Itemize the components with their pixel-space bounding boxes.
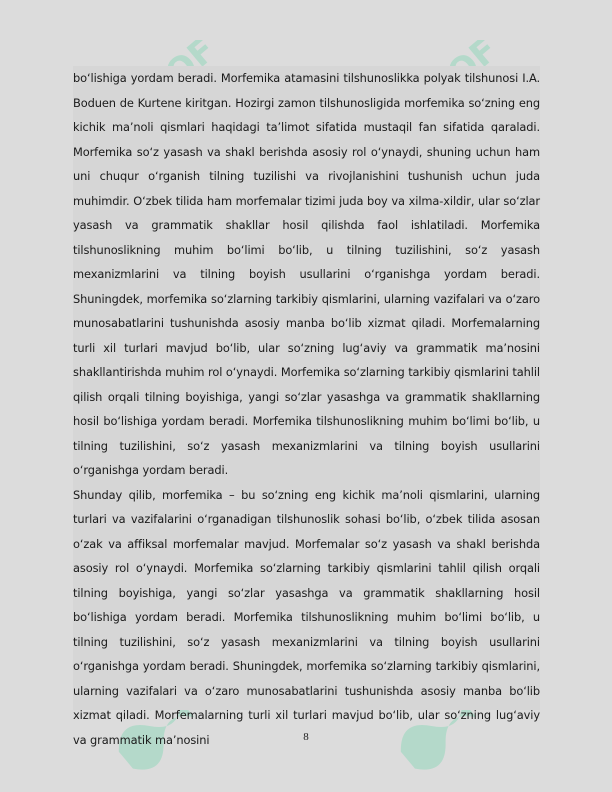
document-body: [73, 66, 540, 747]
body-paragraph: Shunday qilib, morfemika – bu so‘zning eng kichik ma’noli qismlarini, ularning turlari va vazifalarini o‘rganadigan tilshunoslik sohasi bo‘lib, o‘zbek tilida asosan o‘zak va affiksal morfemalar mavjud. Morfemalar so‘z yasash va shakl berishda asosiy rol o‘ynaydi. Morfemika so‘zlarning tarkibiy qismlarini tahlil qilish orqali tilning boyishiga, yangi so‘zlar yasashga va grammatik shakllarning hosil bo‘lishiga yordam beradi. Morfemika tilshunoslikning muhim bo‘limi bo‘lib, u tilning tuzilishini, so‘z yasash mexanizmlarini va tilning boyish usullarini o‘rganishga yordam beradi. Shuningdek, morfemika so‘zlarning tarkibiy qismlarini, ularning vazifalari va o‘zaro munosabatlarini tushunishda asosiy manba bo‘lib xizmat qiladi. Morfemalarning turli xil turlari mavjud bo‘lib, ular so‘zning lug‘aviy va grammatik ma’nosini: [73, 487, 540, 747]
page-number: 8: [303, 731, 309, 743]
body-paragraph: bo‘lishiga yordam beradi. Morfemika atamasini tilshunoslikka polyak tilshunosi I.A. Boduen de Kurtene kiritgan. Hozirgi zamon tilshunosligida morfemika so‘zning eng kichik ma’noli qismlari haqidagi ta’limot sifatida mustaqil fan sifatida qaraladi. Morfemika so‘z yasash va shakl berishda asosiy rol o‘ynaydi, shuning uchun ham uni chuqur o‘rganish tilning tuzilishi va rivojlanishini tushunish uchun juda muhimdir. O‘zbek tilida ham morfemalar tizimi juda boy va xilma-xildir, ular so‘zlar yasash va grammatik shakllar hosil qilishda faol ishlatiladi. Morfemika tilshunoslikning muhim bo‘limi bo‘lib, u tilning tuzilishini, so‘z yasash mexanizmlarini va tilning boyish usullarini o‘rganishga yordam beradi. Shuningdek, morfemika so‘zlarning tarkibiy qismlarini, ularning vazifalari va o‘zaro munosabatlarini tushunishda asosiy manba bo‘lib xizmat qiladi. Morfemalarning turli xil turlari mavjud bo‘lib, ular so‘zning lug‘aviy va grammatik ma’nosini shakllantirishda muhim rol o‘ynaydi. Morfemika so‘zlarning tarkibiy qismlarini tahlil qilish orqali tilning boyishiga, yangi so‘zlar yasashga va grammatik shakllarning hosil bo‘lishiga yordam beradi. Morfemika tilshunoslikning muhim bo‘limi bo‘lib, u tilning tuzilishini, so‘z yasash mexanizmlarini va tilning boyish usullarini o‘rganishga yordam beradi.: [73, 71, 540, 477]
